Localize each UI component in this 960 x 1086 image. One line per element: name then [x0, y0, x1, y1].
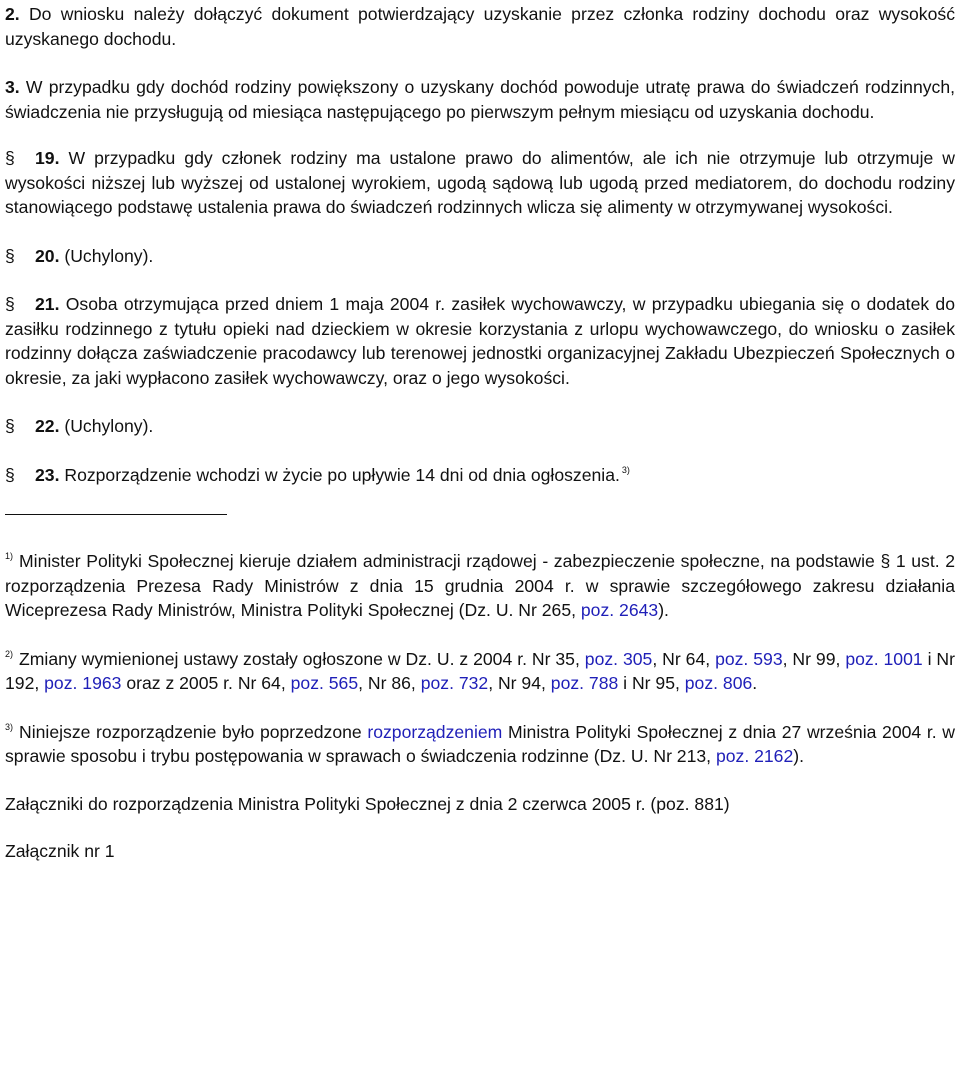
footnote-text: ).: [793, 746, 804, 766]
footnote-link[interactable]: poz. 305: [584, 648, 653, 669]
footnote-reference[interactable]: 3): [621, 464, 630, 475]
item-number: 3.: [5, 77, 20, 97]
section-19: [5, 146, 955, 220]
section-number: 23.: [35, 464, 60, 485]
item-number: 2.: [5, 4, 20, 24]
footnote-link[interactable]: poz. 2643: [580, 600, 659, 620]
footnote-text: Ministra Polityki Społecznej z dnia 27 września 2004 r. w sprawie sposobu i trybu postępowania w sprawach o świadczenia rodzinne (Dz. U. Nr 213,: [5, 721, 955, 766]
section-sign: §: [5, 464, 15, 485]
section-20: [5, 244, 955, 269]
footnote-text: 1 ust. 2 rozporządzenia Prezesa Rady Ministrów z dnia 15 grudnia 2004 r. w sprawie szczegółowego zakresu działania Wiceprezesa Rady Ministrów, Ministra Polityki Społecznej (Dz. U. Nr 265,: [5, 551, 955, 620]
section-23: [5, 463, 955, 488]
section-21: [5, 292, 955, 390]
paragraph-text: Do wniosku należy dołączyć dokument potwierdzający uzyskanie przez członka rodziny dochodu oraz wysokość uzyskanego dochodu.: [5, 4, 955, 49]
footnote-text: ).: [658, 600, 669, 620]
section-number: 20.: [35, 245, 60, 266]
footnote-link[interactable]: poz. 788: [550, 673, 619, 693]
footnote-3: [5, 720, 955, 769]
footnote-link[interactable]: poz. 1001: [845, 648, 923, 669]
footnote-text: Zmiany wymienionej ustawy zostały ogłoszone w Dz. U. z 2004 r. Nr 35,: [19, 648, 585, 669]
footnote-link[interactable]: poz. 593: [715, 648, 783, 669]
footnote-mark: 3): [5, 721, 14, 732]
section-number: 22.: [35, 416, 60, 436]
footnote-mark: 2): [5, 648, 14, 659]
footnote-separator: [5, 514, 227, 515]
footnote-text: .: [752, 673, 758, 693]
annexes-heading: Załączniki do rozporządzenia Ministra Polityki Społecznej z dnia 2 czerwca 2005 r. (poz. 881): [5, 793, 730, 814]
footnote-text: , Nr 64,: [652, 648, 716, 669]
section-22: [5, 414, 955, 439]
section-text: Osoba otrzymująca przed dniem 1 maja 2004 r. zasiłek wychowawczy, w przypadku ubiegania się o dodatek do zasiłku rodzinnego z tytułu opieki nad dzieckiem w okresie korzystania z urlopu wychowawczego, do wniosku o zasiłek rodzinny dołącza zaświadczenie pracodawcy lub terenowej jednostki organizacyjnej Zakładu Ubezpieczeń Społecznych o okresie, za jaki wypłacono zasiłek wychowawczy, oraz o jego wysokości.: [5, 294, 955, 388]
footnote-text: i Nr 192,: [5, 648, 955, 693]
section-sign: §: [5, 148, 15, 168]
footnote-2: [5, 647, 955, 696]
section-sign: §: [5, 245, 15, 266]
section-number: 19.: [35, 148, 60, 168]
section-sign: §: [880, 551, 891, 571]
footnote-link[interactable]: poz. 565: [290, 673, 359, 693]
paragraph-text: W przypadku gdy dochód rodziny powiększony o uzyskany dochód powoduje utratę prawa do świadczeń rodzinnych, świadczenia nie przysługują od miesiąca następującego po pierwszym pełnym miesiącu od uzyskania dochodu.: [5, 77, 955, 122]
footnote-link[interactable]: rozporządzeniem: [367, 721, 503, 742]
footnote-mark: 1): [5, 551, 14, 561]
section-sign: §: [5, 294, 15, 314]
footnote-link[interactable]: poz. 1963: [44, 673, 122, 693]
paragraph-2: [5, 0, 955, 51]
section-text: (Uchylony).: [59, 245, 154, 266]
section-sign: §: [5, 416, 15, 436]
footnote-text: , Nr 99,: [782, 648, 846, 669]
section-text: Rozporządzenie wchodzi w życie po upływie 14 dni od dnia ogłoszenia.: [59, 464, 620, 485]
footnote-link[interactable]: poz. 806: [684, 673, 753, 693]
section-text: W przypadku gdy członek rodziny ma ustalone prawo do alimentów, ale ich nie otrzymuje lub otrzymuje w wysokości niższej lub wyższej od ustalonej wyrokiem, ugodą sądową lub ugodą przed mediatorem, do dochodu rodziny stanowiącego podstawę ustalenia prawa do świadczeń rodzinnych wlicza się alimenty w otrzymywanej wysokości.: [5, 148, 955, 217]
paragraph-3: [5, 75, 955, 124]
footnote-text: , Nr 94,: [488, 673, 551, 693]
footnote-text: Niniejsze rozporządzenie było poprzedzone: [19, 721, 368, 742]
footnote-text: i Nr 95,: [618, 673, 685, 693]
footnote-link[interactable]: poz. 2162: [715, 746, 794, 766]
annex-1-label: Załącznik nr 1: [5, 841, 115, 861]
footnote-text: oraz z 2005 r. Nr 64,: [121, 673, 291, 693]
footnote-text: Minister Polityki Społecznej kieruje działem administracji rządowej - zabezpieczenie społeczne, na podstawie: [19, 551, 881, 571]
footnote-link[interactable]: poz. 732: [420, 673, 489, 693]
footnote-1: [5, 549, 955, 623]
footnote-text: , Nr 86,: [358, 673, 421, 693]
section-text: (Uchylony).: [59, 416, 154, 436]
section-number: 21.: [35, 294, 60, 314]
